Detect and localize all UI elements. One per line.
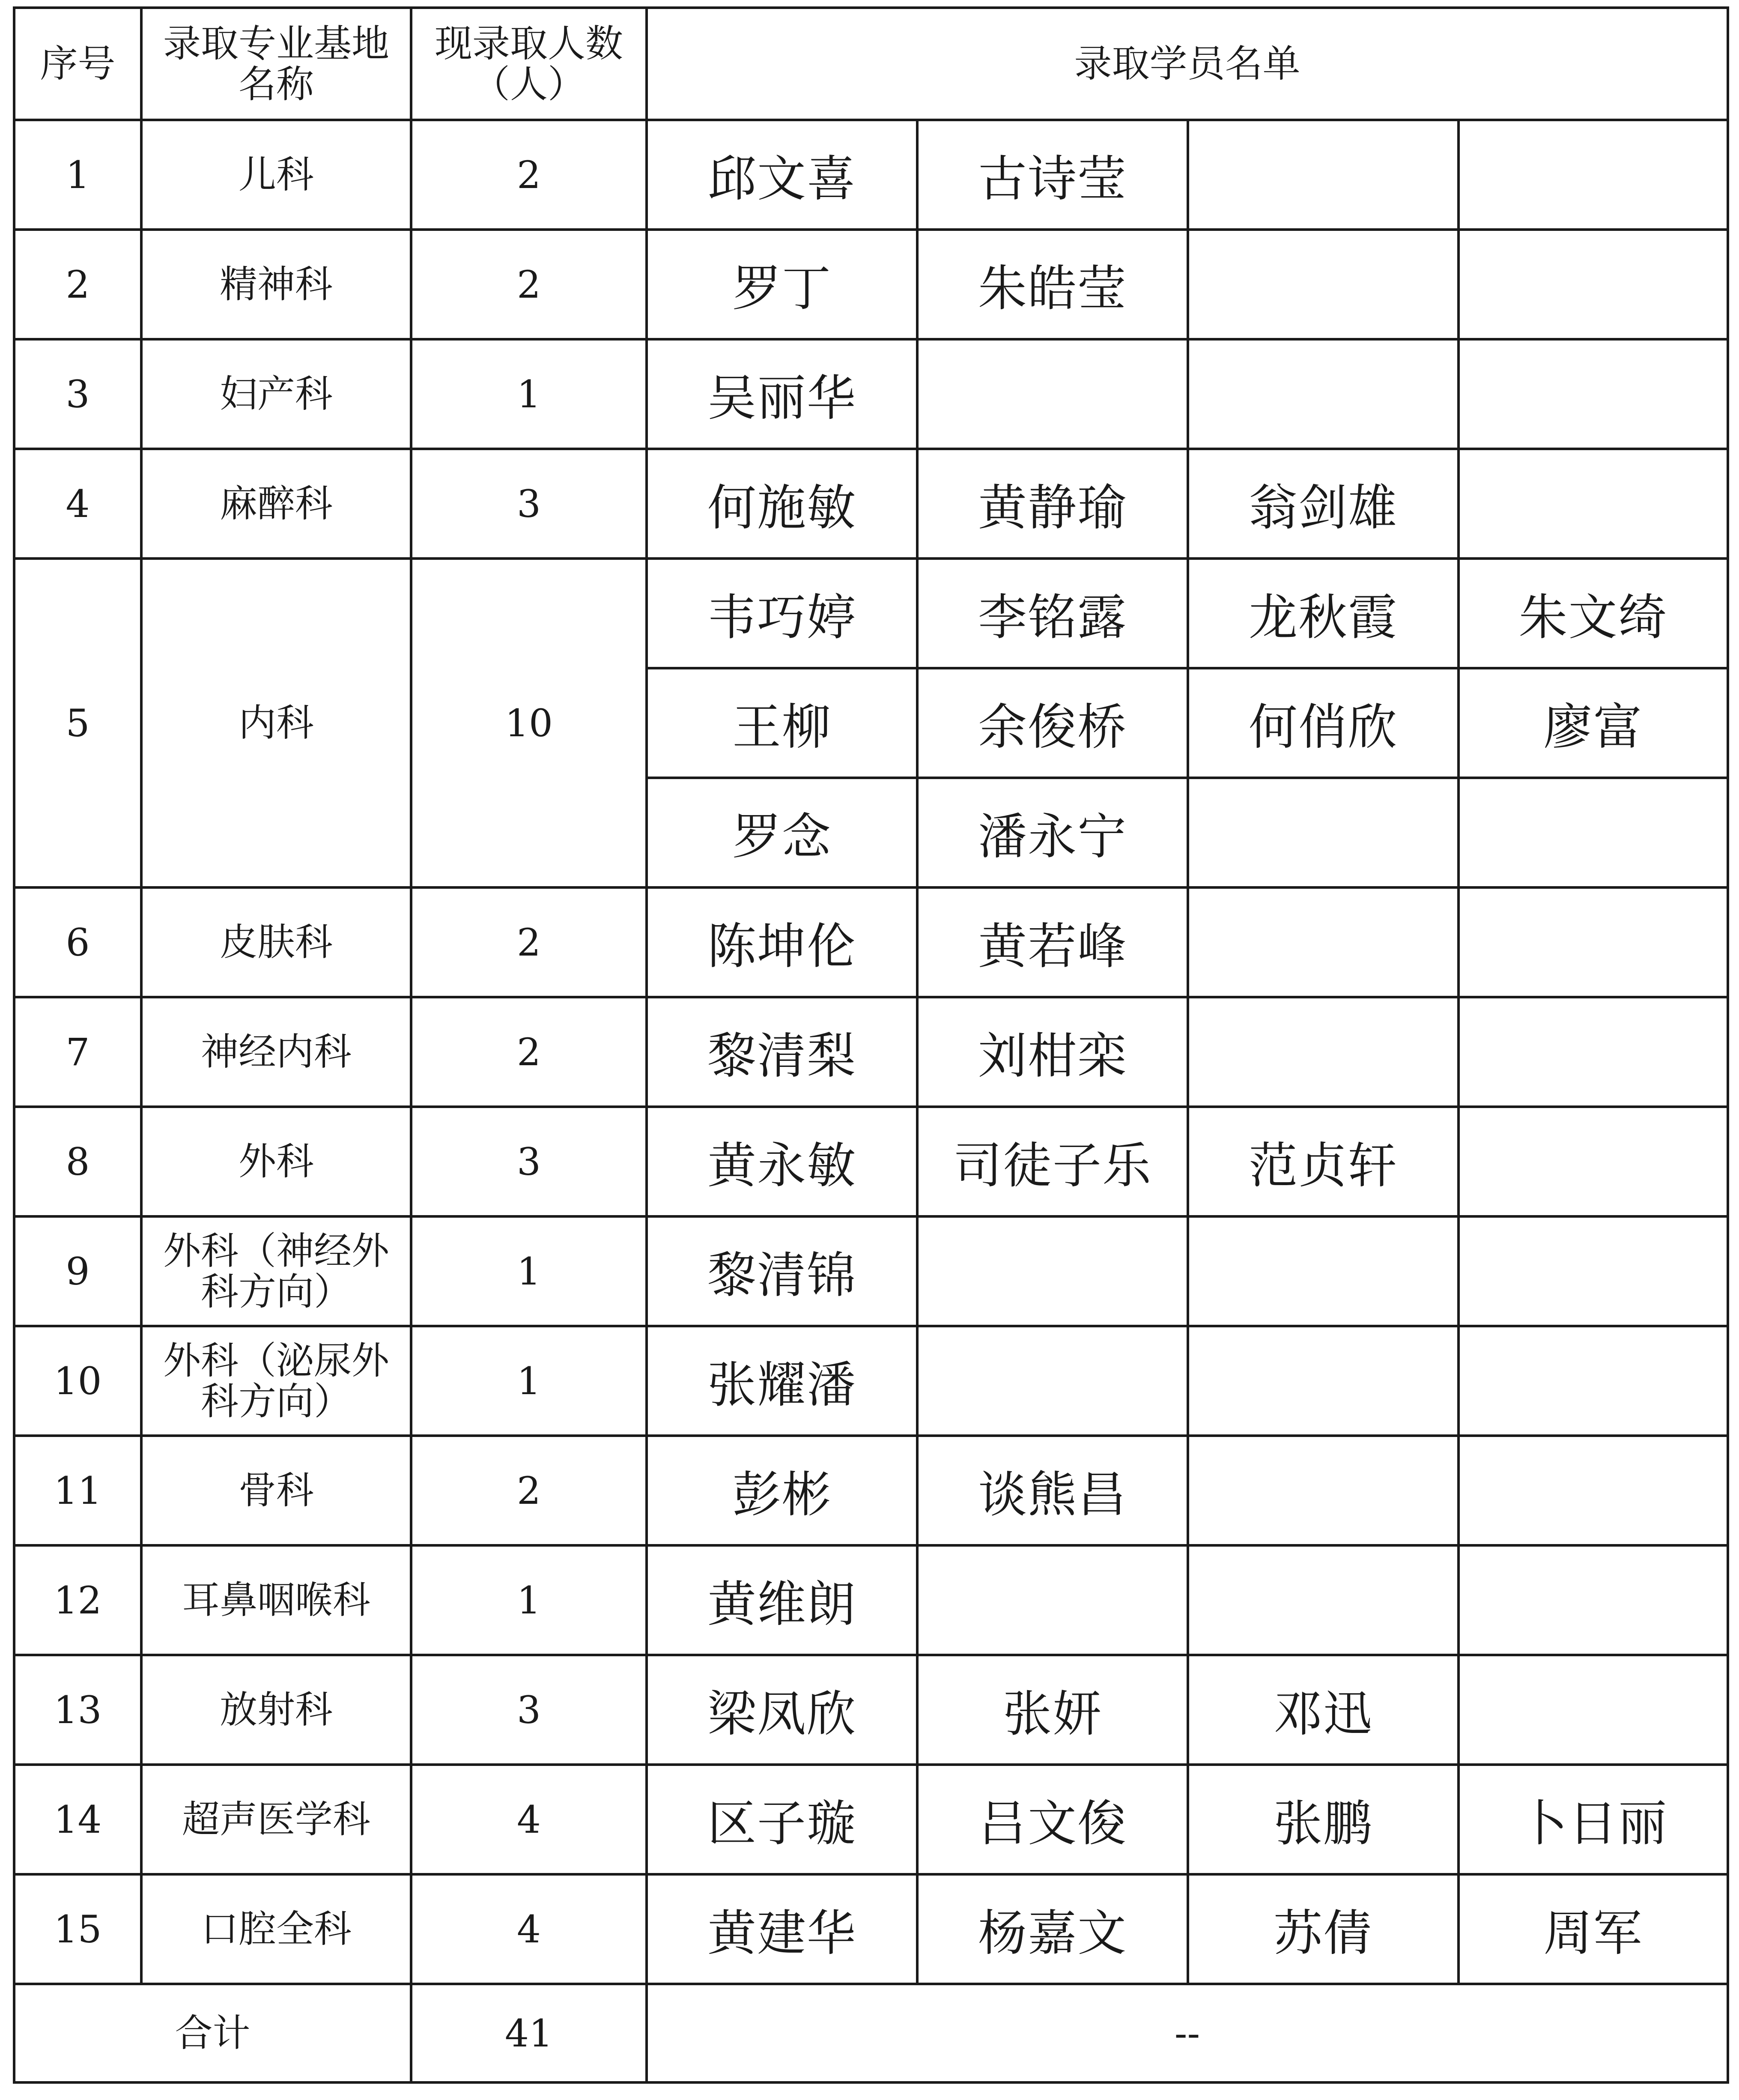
row-base: 放射科 <box>141 1655 411 1765</box>
student-name: 陈坤伦 <box>647 887 917 997</box>
table-row <box>14 997 1728 1107</box>
total-label: 合计 <box>14 1984 411 2082</box>
row-base: 外科（泌尿外科方向） <box>141 1326 411 1436</box>
student-name <box>1459 230 1728 339</box>
student-name: 翁剑雄 <box>1188 449 1459 559</box>
row-count: 2 <box>411 997 647 1107</box>
table-row <box>14 120 1728 230</box>
student-name: 彭彬 <box>647 1436 917 1545</box>
student-name: 吕文俊 <box>917 1765 1188 1874</box>
student-name <box>1459 1107 1728 1216</box>
row-count: 1 <box>411 1216 647 1326</box>
row-base: 皮肤科 <box>141 887 411 997</box>
student-name: 黄静瑜 <box>917 449 1188 559</box>
row-count: 4 <box>411 1765 647 1874</box>
table-row <box>14 1326 1728 1436</box>
total-count: 41 <box>411 1984 647 2082</box>
row-base: 外科 <box>141 1107 411 1216</box>
row-no: 14 <box>14 1765 141 1874</box>
row-no: 5 <box>14 559 141 887</box>
row-no: 3 <box>14 339 141 449</box>
student-name <box>917 339 1188 449</box>
student-name <box>917 1326 1188 1436</box>
table-row <box>14 887 1728 997</box>
row-count: 2 <box>411 230 647 339</box>
student-name <box>1459 778 1728 887</box>
row-count: 1 <box>411 1545 647 1655</box>
table-row <box>14 230 1728 339</box>
student-name: 刘柑栾 <box>917 997 1188 1107</box>
row-no: 10 <box>14 1326 141 1436</box>
student-name <box>1459 120 1728 230</box>
row-base: 神经内科 <box>141 997 411 1107</box>
student-name <box>1188 1216 1459 1326</box>
total-names: -- <box>647 1984 1728 2082</box>
student-name: 李铭露 <box>917 559 1188 668</box>
student-name <box>1459 887 1728 997</box>
student-name: 周军 <box>1459 1874 1728 1984</box>
row-no: 13 <box>14 1655 141 1765</box>
row-count: 10 <box>411 559 647 887</box>
row-no: 9 <box>14 1216 141 1326</box>
row-count: 3 <box>411 449 647 559</box>
row-no: 15 <box>14 1874 141 1984</box>
row-count: 1 <box>411 1326 647 1436</box>
student-name: 朱文绮 <box>1459 559 1728 668</box>
row-no: 1 <box>14 120 141 230</box>
student-name <box>1459 1545 1728 1655</box>
row-base: 耳鼻咽喉科 <box>141 1545 411 1655</box>
header-row <box>14 8 1728 120</box>
row-count: 2 <box>411 120 647 230</box>
student-name: 范贞轩 <box>1188 1107 1459 1216</box>
table-body <box>14 8 1728 2082</box>
student-name <box>917 1216 1188 1326</box>
row-count: 3 <box>411 1107 647 1216</box>
student-name: 邓迅 <box>1188 1655 1459 1765</box>
row-count: 2 <box>411 887 647 997</box>
row-no: 12 <box>14 1545 141 1655</box>
student-name: 韦巧婷 <box>647 559 917 668</box>
student-name <box>1188 230 1459 339</box>
table-row <box>14 1216 1728 1326</box>
student-name <box>1188 339 1459 449</box>
table-row <box>14 449 1728 559</box>
student-name <box>1188 887 1459 997</box>
table-row <box>14 1107 1728 1216</box>
student-name <box>1188 120 1459 230</box>
student-name: 黄永敏 <box>647 1107 917 1216</box>
student-name <box>1459 1436 1728 1545</box>
table-row <box>14 339 1728 449</box>
student-name: 潘永宁 <box>917 778 1188 887</box>
row-base: 外科（神经外科方向） <box>141 1216 411 1326</box>
header-base: 录取专业基地名称 <box>141 8 411 120</box>
table-row <box>14 1436 1728 1545</box>
row-no: 6 <box>14 887 141 997</box>
student-name <box>1188 778 1459 887</box>
header-no: 序号 <box>14 8 141 120</box>
student-name <box>917 1545 1188 1655</box>
student-name <box>1459 1326 1728 1436</box>
row-no: 4 <box>14 449 141 559</box>
row-count: 4 <box>411 1874 647 1984</box>
student-name: 张妍 <box>917 1655 1188 1765</box>
row-count: 2 <box>411 1436 647 1545</box>
student-name <box>1188 1545 1459 1655</box>
student-name: 罗念 <box>647 778 917 887</box>
table-row <box>14 1545 1728 1655</box>
row-base: 超声医学科 <box>141 1765 411 1874</box>
student-name: 罗丁 <box>647 230 917 339</box>
student-name: 黄建华 <box>647 1874 917 1984</box>
student-name: 苏倩 <box>1188 1874 1459 1984</box>
student-name <box>1188 997 1459 1107</box>
row-base: 儿科 <box>141 120 411 230</box>
student-name: 梁凤欣 <box>647 1655 917 1765</box>
student-name: 张鹏 <box>1188 1765 1459 1874</box>
row-base: 麻醉科 <box>141 449 411 559</box>
student-name: 黎清锦 <box>647 1216 917 1326</box>
row-no: 8 <box>14 1107 141 1216</box>
student-name <box>1188 1436 1459 1545</box>
student-name: 张耀潘 <box>647 1326 917 1436</box>
total-row <box>14 1984 1728 2082</box>
table-row <box>14 1874 1728 1984</box>
header-names: 录取学员名单 <box>647 8 1728 120</box>
student-name: 何施敏 <box>647 449 917 559</box>
student-name <box>1459 1655 1728 1765</box>
student-name: 龙秋霞 <box>1188 559 1459 668</box>
student-name: 吴丽华 <box>647 339 917 449</box>
student-name: 司徒子乐 <box>917 1107 1188 1216</box>
student-name: 杨嘉文 <box>917 1874 1188 1984</box>
header-count: 现录取人数（人） <box>411 8 647 120</box>
student-name <box>1459 1216 1728 1326</box>
row-base: 精神科 <box>141 230 411 339</box>
student-name: 朱皓莹 <box>917 230 1188 339</box>
student-name: 卜日丽 <box>1459 1765 1728 1874</box>
student-name: 邱文喜 <box>647 120 917 230</box>
row-base: 口腔全科 <box>141 1874 411 1984</box>
student-name: 何俏欣 <box>1188 668 1459 778</box>
student-name: 黎清梨 <box>647 997 917 1107</box>
row-base: 骨科 <box>141 1436 411 1545</box>
student-name: 廖富 <box>1459 668 1728 778</box>
row-base: 妇产科 <box>141 339 411 449</box>
student-name: 区子璇 <box>647 1765 917 1874</box>
student-name: 古诗莹 <box>917 120 1188 230</box>
row-no: 11 <box>14 1436 141 1545</box>
row-count: 3 <box>411 1655 647 1765</box>
student-name <box>1459 997 1728 1107</box>
admission-table <box>13 6 1729 2084</box>
student-name: 王柳 <box>647 668 917 778</box>
row-no: 2 <box>14 230 141 339</box>
student-name: 余俊桥 <box>917 668 1188 778</box>
row-base: 内科 <box>141 559 411 887</box>
student-name: 黄维朗 <box>647 1545 917 1655</box>
row-no: 7 <box>14 997 141 1107</box>
student-name <box>1459 449 1728 559</box>
table-row <box>14 1655 1728 1765</box>
student-name <box>1188 1326 1459 1436</box>
student-name: 谈熊昌 <box>917 1436 1188 1545</box>
row-count: 1 <box>411 339 647 449</box>
table-row <box>14 559 1728 668</box>
student-name: 黄若峰 <box>917 887 1188 997</box>
table-row <box>14 1765 1728 1874</box>
student-name <box>1459 339 1728 449</box>
